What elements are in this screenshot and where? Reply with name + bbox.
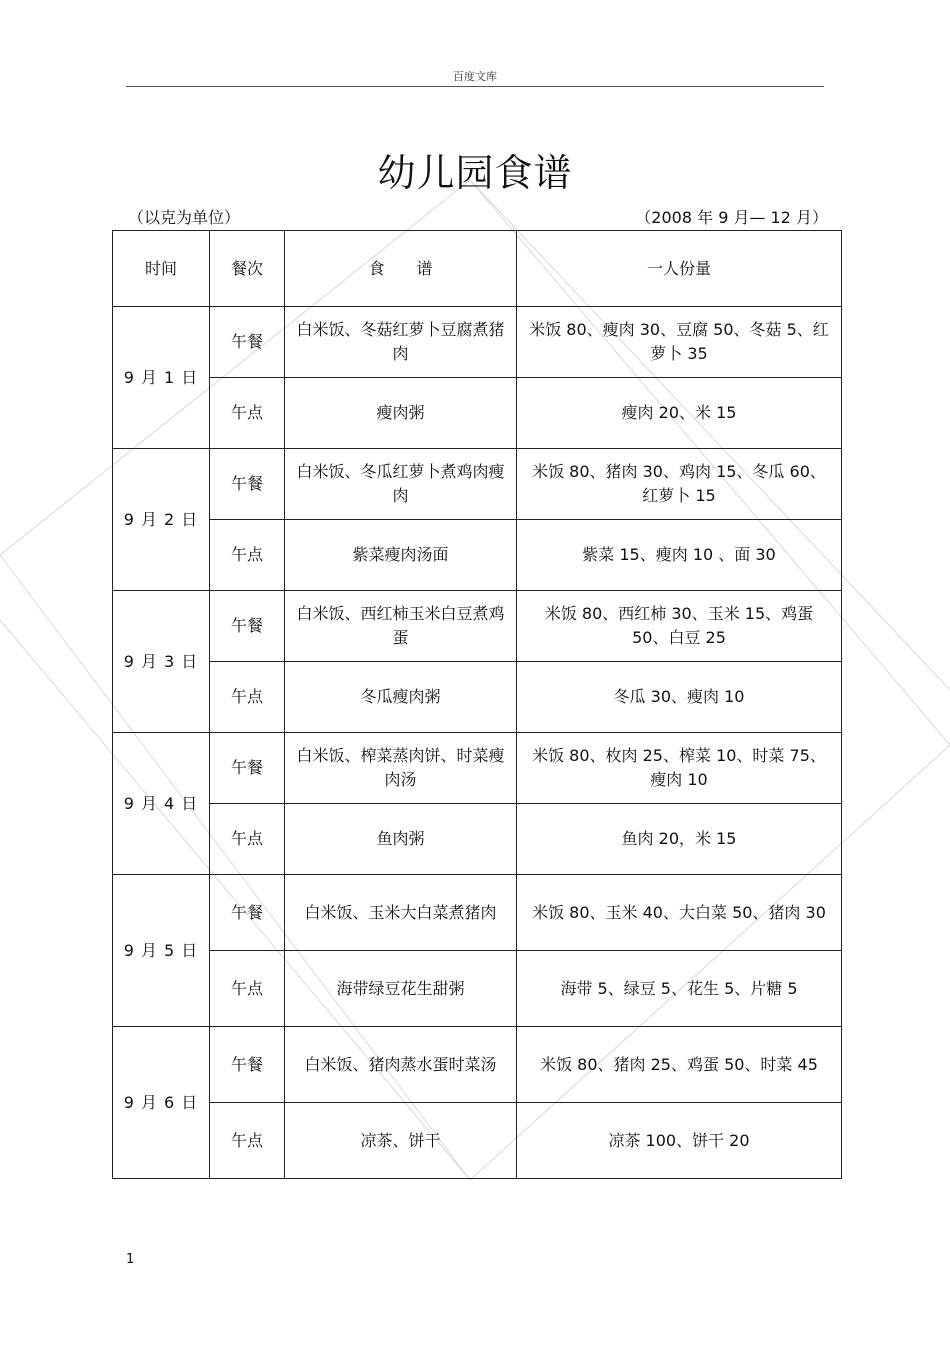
table-row (113, 307, 842, 378)
dish-cell: 白米饭、西红柿玉米白豆煮鸡蛋 (285, 591, 517, 662)
meal-type-cell: 午点 (210, 804, 285, 875)
portion-cell: 紫菜 15、瘦肉 10 、面 30 (517, 520, 842, 591)
meal-type-cell: 午餐 (210, 1027, 285, 1103)
table-row (113, 1027, 842, 1103)
menu-table (112, 230, 842, 1179)
table-row (113, 951, 842, 1027)
dish-cell: 白米饭、榨菜蒸肉饼、时菜瘦肉汤 (285, 733, 517, 804)
meal-type-cell: 午点 (210, 951, 285, 1027)
portion-cell: 瘦肉 20、米 15 (517, 378, 842, 449)
date-cell: 9 月 4 日 (113, 733, 210, 875)
portion-cell: 米饭 80、枚肉 25、榨菜 10、时菜 75、瘦肉 10 (517, 733, 842, 804)
dish-cell: 冬瓜瘦肉粥 (285, 662, 517, 733)
document-title: 幼儿园食谱 (377, 151, 573, 195)
table-row (113, 520, 842, 591)
portion-cell: 海带 5、绿豆 5、花生 5、片糖 5 (517, 951, 842, 1027)
header-divider (126, 86, 824, 87)
dish-cell: 白米饭、猪肉蒸水蛋时菜汤 (285, 1027, 517, 1103)
header-dish: 食 谱 (285, 231, 517, 307)
table-row (113, 875, 842, 951)
header-portion: 一人份量 (517, 231, 842, 307)
portion-cell: 米饭 80、玉米 40、大白菜 50、猪肉 30 (517, 875, 842, 951)
dish-cell: 紫菜瘦肉汤面 (285, 520, 517, 591)
dish-cell: 海带绿豆花生甜粥 (285, 951, 517, 1027)
table-row (113, 733, 842, 804)
meal-type-cell: 午餐 (210, 591, 285, 662)
header-time: 时间 (113, 231, 210, 307)
dish-cell: 白米饭、冬瓜红萝卜煮鸡肉瘦肉 (285, 449, 517, 520)
meal-type-cell: 午点 (210, 378, 285, 449)
dish-cell: 白米饭、玉米大白菜煮猪肉 (285, 875, 517, 951)
portion-cell: 鱼肉 20，米 15 (517, 804, 842, 875)
page-header-label: 百度文库 (453, 70, 497, 83)
dish-cell: 鱼肉粥 (285, 804, 517, 875)
date-cell: 9 月 1 日 (113, 307, 210, 449)
table-row (113, 591, 842, 662)
date-range: （2008 年 9 月— 12 月） (635, 208, 828, 227)
header-meal: 餐次 (210, 231, 285, 307)
portion-cell: 米饭 80、猪肉 25、鸡蛋 50、时菜 45 (517, 1027, 842, 1103)
table-row (113, 449, 842, 520)
table-header-row (113, 231, 842, 307)
portion-cell: 米饭 80、瘦肉 30、豆腐 50、冬菇 5、红萝卜 35 (517, 307, 842, 378)
table-row (113, 804, 842, 875)
date-cell: 9 月 3 日 (113, 591, 210, 733)
meal-type-cell: 午点 (210, 662, 285, 733)
meal-type-cell: 午餐 (210, 307, 285, 378)
date-cell: 9 月 2 日 (113, 449, 210, 591)
portion-cell: 米饭 80、猪肉 30、鸡肉 15、冬瓜 60、红萝卜 15 (517, 449, 842, 520)
dish-cell: 瘦肉粥 (285, 378, 517, 449)
table-row (113, 1103, 842, 1179)
dish-cell: 凉茶、饼干 (285, 1103, 517, 1179)
meal-type-cell: 午点 (210, 1103, 285, 1179)
table-row (113, 378, 842, 449)
dish-cell: 白米饭、冬菇红萝卜豆腐煮猪肉 (285, 307, 517, 378)
meal-type-cell: 午餐 (210, 875, 285, 951)
table-row (113, 662, 842, 733)
portion-cell: 冬瓜 30、瘦肉 10 (517, 662, 842, 733)
unit-note: （以克为单位） (128, 208, 241, 227)
portion-cell: 米饭 80、西红柿 30、玉米 15、鸡蛋 50、白豆 25 (517, 591, 842, 662)
date-cell: 9 月 6 日 (113, 1027, 210, 1179)
date-cell: 9 月 5 日 (113, 875, 210, 1027)
page-number: 1 (126, 1252, 135, 1267)
meal-type-cell: 午点 (210, 520, 285, 591)
meal-type-cell: 午餐 (210, 449, 285, 520)
portion-cell: 凉茶 100、饼干 20 (517, 1103, 842, 1179)
meal-type-cell: 午餐 (210, 733, 285, 804)
